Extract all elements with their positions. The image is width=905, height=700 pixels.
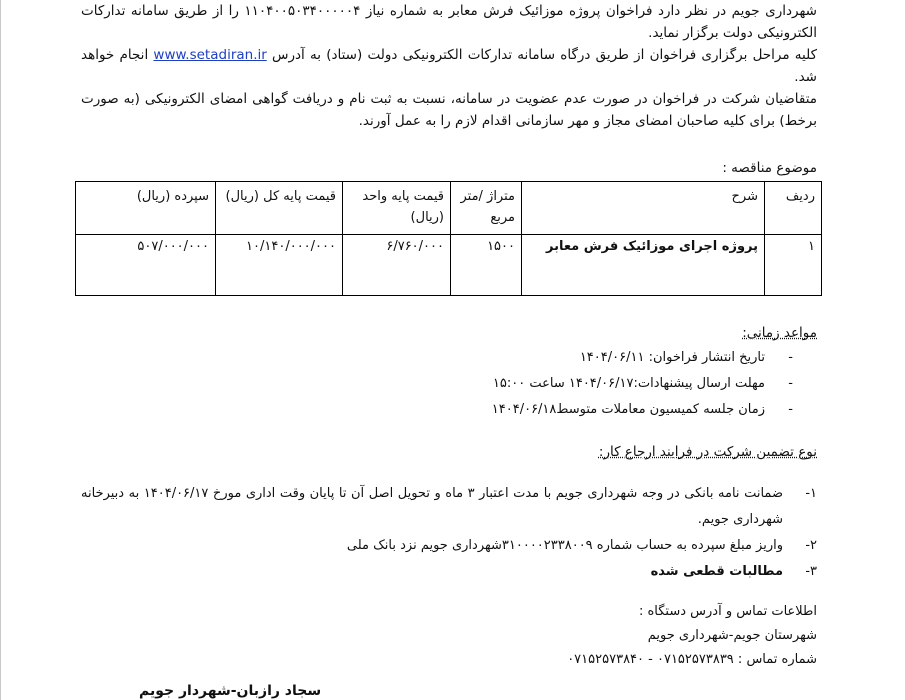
guarantee-list bbox=[81, 481, 817, 585]
guarantee-item-text: ضمانت نامه بانکی در وجه شهرداری جویم با مدت اعتبار ۳ ماه و تحویل اصل آن تا پایان وقت اداری مورخ ۱۴۰۴/۰۶/۱۷ به دبیرخانه شهرداری جویم. bbox=[81, 486, 783, 527]
schedule-item-text: زمان جلسه کمیسیون معاملات متوسط۱۴۰۴/۰۶/۱۸ bbox=[491, 402, 765, 417]
contact-title: اطلاعات تماس و آدرس دستگاه : bbox=[638, 604, 817, 619]
list-item bbox=[81, 559, 817, 585]
cell-area: ۱۵۰۰ bbox=[451, 235, 522, 296]
schedule-item-text: تاریخ انتشار فراخوان: ۱۴۰۴/۰۶/۱۱ bbox=[579, 350, 765, 365]
contact-phones: شماره تماس : ۰۷۱۵۲۵۷۳۸۳۹ - ۰۷۱۵۲۵۷۳۸۴۰ bbox=[567, 652, 817, 667]
list-item bbox=[81, 371, 793, 397]
list-marker: - bbox=[788, 402, 793, 417]
signature: سجاد رازبان-شهردار جویم bbox=[139, 683, 322, 699]
list-marker: ۲- bbox=[805, 538, 817, 553]
intro-section bbox=[81, 0, 817, 132]
cell-total-price: ۱۰/۱۴۰/۰۰۰/۰۰۰ bbox=[216, 235, 343, 296]
cell-unit-price: ۶/۷۶۰/۰۰۰ bbox=[343, 235, 451, 296]
schedule-title: مواعد زمانی: bbox=[742, 325, 817, 341]
contact-address: شهرستان جویم-شهرداری جویم bbox=[647, 628, 817, 643]
intro-paragraph-1: شهرداری جویم در نظر دارد فراخوان پروژه موزائیک فرش معابر به شماره نیاز ۱۱۰۴۰۰۵۰۳۴۰۰۰۰۰۴ را از طریق سامانه تدارکات الکترونیکی دولت برگزار نماید. bbox=[81, 3, 817, 41]
tender-table bbox=[75, 181, 822, 296]
guarantee-item-text: واریز مبلغ سپرده به حساب شماره ۳۱۰۰۰۰۲۳۳۸۰۰۹شهرداری جویم نزد بانک ملی bbox=[346, 538, 783, 553]
header-total-price: قیمت پایه کل (ریال) bbox=[216, 182, 343, 235]
cell-deposit: ۵۰۷/۰۰۰/۰۰۰ bbox=[76, 235, 216, 296]
header-unit-price: قیمت پایه واحد (ریال) bbox=[343, 182, 451, 235]
guarantee-item-text: مطالبات قطعی شده bbox=[650, 564, 783, 579]
header-deposit: سپرده (ریال) bbox=[76, 182, 216, 235]
list-marker: - bbox=[788, 350, 793, 365]
schedule-item-text: مهلت ارسال پیشنهادات:۱۴۰۴/۰۶/۱۷ ساعت ۱۵:۰۰ bbox=[492, 376, 765, 391]
header-area: متراژ /متر مربع bbox=[451, 182, 522, 235]
list-marker: ۱- bbox=[805, 486, 817, 501]
guarantee-title: نوع تضمین شرکت در فرایند ارجاع کار: bbox=[598, 444, 817, 460]
schedule-list bbox=[81, 345, 793, 423]
setadiran-link[interactable]: www.setadiran.ir bbox=[153, 47, 267, 63]
list-marker: - bbox=[788, 376, 793, 391]
contact-section bbox=[81, 600, 817, 672]
cell-row-number: ۱ bbox=[765, 235, 822, 296]
table-row bbox=[76, 235, 822, 296]
cell-description: پروژه اجرای موزائیک فرش معابر bbox=[522, 235, 765, 296]
table-header-row bbox=[76, 182, 822, 235]
list-item bbox=[81, 533, 817, 559]
intro-paragraph-2 bbox=[81, 44, 817, 88]
subject-label: موضوع مناقصه : bbox=[722, 160, 817, 176]
list-item bbox=[81, 397, 793, 423]
list-marker: ۳- bbox=[805, 564, 817, 579]
intro-paragraph-2-end: انجام خواهد شد. bbox=[81, 47, 817, 85]
list-item bbox=[81, 481, 817, 533]
intro-paragraph-3: متقاضیان شرکت در فراخوان در صورت عدم عضویت در سامانه، نسبت به ثبت نام و دریافت گواهی امضای الکترونیکی (به صورت برخط) برای کلیه صاحبان امضای مجاز و مهر سازمانی اقدام لازم را به عمل آورند. bbox=[81, 91, 817, 129]
header-row-number: ردیف bbox=[765, 182, 822, 235]
list-item bbox=[81, 345, 793, 371]
intro-paragraph-2-text: کلیه مراحل برگزاری فراخوان از طریق درگاه سامانه تدارکات الکترونیکی دولت (ستاد) به آدرس bbox=[266, 47, 817, 63]
header-description: شرح bbox=[522, 182, 765, 235]
